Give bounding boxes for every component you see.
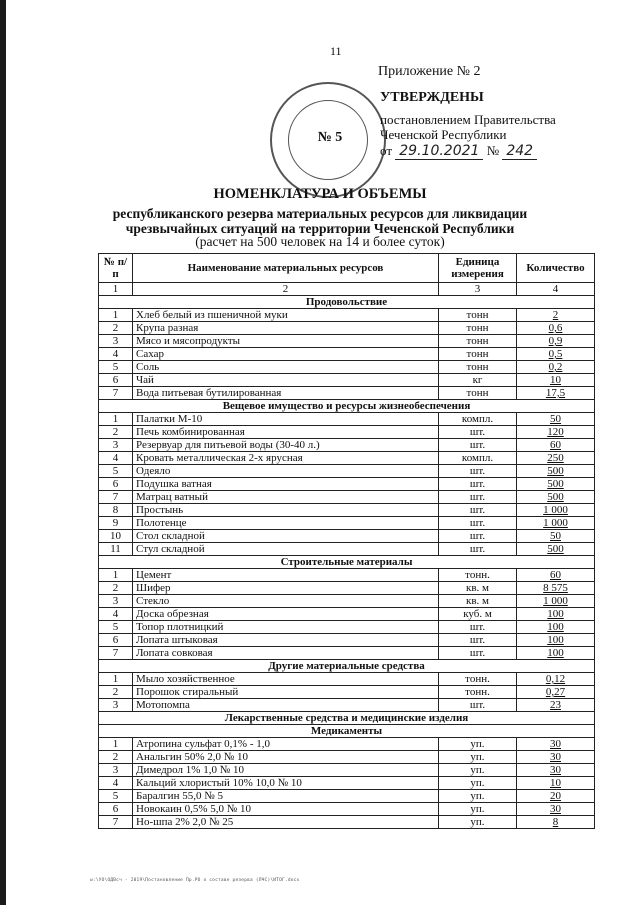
unit: шт.: [439, 491, 517, 504]
row-number: 6: [99, 803, 133, 816]
table-row: [99, 790, 595, 803]
table-row: [99, 543, 595, 556]
col-num-2: 2: [133, 283, 439, 296]
quantity: 250: [517, 452, 595, 465]
resource-name: Простынь: [133, 504, 439, 517]
unit: шт.: [439, 504, 517, 517]
row-number: 3: [99, 699, 133, 712]
quantity: 60: [517, 569, 595, 582]
section-title: Продовольствие: [99, 296, 595, 309]
resource-name: Кровать металлическая 2-х ярусная: [133, 452, 439, 465]
row-number: 2: [99, 582, 133, 595]
col-num-4: 4: [517, 283, 595, 296]
row-number: 7: [99, 816, 133, 829]
quantity: 0,2: [517, 361, 595, 374]
resource-name: Порошок стиральный: [133, 686, 439, 699]
quantity: 50: [517, 530, 595, 543]
quantity: 100: [517, 608, 595, 621]
resource-name: Кальций хлористый 10% 10,0 № 10: [133, 777, 439, 790]
header-name: Наименование материальных ресурсов: [133, 254, 439, 283]
quantity: 1 000: [517, 504, 595, 517]
resource-name: Матрац ватный: [133, 491, 439, 504]
resource-name: Одеяло: [133, 465, 439, 478]
table-body: [99, 296, 595, 829]
resource-name: Печь комбинированная: [133, 426, 439, 439]
unit: тонн: [439, 309, 517, 322]
quantity: 2: [517, 309, 595, 322]
table-row: [99, 413, 595, 426]
quantity: 30: [517, 803, 595, 816]
table-row: [99, 478, 595, 491]
section-title: Другие материальные средства: [99, 660, 595, 673]
row-number: 4: [99, 452, 133, 465]
resource-name: Хлеб белый из пшеничной муки: [133, 309, 439, 322]
quantity: 100: [517, 647, 595, 660]
decree-date: 29.10.2021: [395, 143, 483, 160]
table-row: [99, 634, 595, 647]
col-num-3: 3: [439, 283, 517, 296]
unit: тонн.: [439, 569, 517, 582]
resource-name: Подушка ватная: [133, 478, 439, 491]
resource-name: Атропина сульфат 0,1% - 1,0: [133, 738, 439, 751]
quantity: 30: [517, 738, 595, 751]
table-row: [99, 530, 595, 543]
table-row: [99, 803, 595, 816]
unit: кг: [439, 374, 517, 387]
resource-name: Соль: [133, 361, 439, 374]
table-row: [99, 621, 595, 634]
table-row: [99, 374, 595, 387]
table-row: [99, 738, 595, 751]
quantity: 50: [517, 413, 595, 426]
unit: кв. м: [439, 582, 517, 595]
quantity: 100: [517, 634, 595, 647]
unit: компл.: [439, 413, 517, 426]
unit: шт.: [439, 426, 517, 439]
unit: шт.: [439, 530, 517, 543]
row-number: 7: [99, 647, 133, 660]
seal-number: № 5: [317, 130, 343, 145]
table-row: [99, 699, 595, 712]
resource-name: Полотенце: [133, 517, 439, 530]
resource-name: Топор плотницкий: [133, 621, 439, 634]
page-number: 11: [330, 44, 342, 58]
table-row: [99, 322, 595, 335]
row-number: 5: [99, 621, 133, 634]
header-unit: Единица измерения: [439, 254, 517, 283]
decree-date-line: [380, 143, 537, 160]
resource-name: Лопата штыковая: [133, 634, 439, 647]
resource-name: Анальгин 50% 2,0 № 10: [133, 751, 439, 764]
table-row: [99, 465, 595, 478]
resource-name: Сахар: [133, 348, 439, 361]
table-row: [99, 439, 595, 452]
resource-name: Стул складной: [133, 543, 439, 556]
unit: уп.: [439, 803, 517, 816]
decree-number: 242: [502, 143, 537, 160]
subsection-title: Медикаменты: [99, 725, 595, 738]
table-row: [99, 751, 595, 764]
resource-name: Лопата совковая: [133, 647, 439, 660]
quantity: 0,12: [517, 673, 595, 686]
section-row: [99, 556, 595, 569]
file-path-footer: w:\УО\ОДВсч - 2019\Постановление Пр.РО о составе резерва (ЛЧС)\ИТОГ.docx: [90, 878, 300, 883]
unit: тонн.: [439, 686, 517, 699]
resource-name: Баралгин 55,0 № 5: [133, 790, 439, 803]
decree-text: [380, 112, 556, 142]
section-title: Строительные материалы: [99, 556, 595, 569]
row-number: 5: [99, 465, 133, 478]
row-number: 1: [99, 673, 133, 686]
official-seal: [270, 82, 386, 198]
resource-name: Чай: [133, 374, 439, 387]
table-row: [99, 335, 595, 348]
quantity: 20: [517, 790, 595, 803]
row-number: 4: [99, 608, 133, 621]
quantity: 8 575: [517, 582, 595, 595]
row-number: 2: [99, 322, 133, 335]
decree-line-1: постановлением Правительства: [380, 112, 556, 127]
row-number: 1: [99, 569, 133, 582]
resource-name: Доска обрезная: [133, 608, 439, 621]
quantity: 500: [517, 543, 595, 556]
quantity: 120: [517, 426, 595, 439]
unit: шт.: [439, 517, 517, 530]
unit: шт.: [439, 465, 517, 478]
unit: шт.: [439, 699, 517, 712]
document-subtitle: республиканского резерва материальных ресурсов для ликвидации чрезвычайных ситуаций на территории Чеченской Республики: [112, 206, 528, 236]
date-prefix: от: [380, 143, 393, 158]
table-row: [99, 387, 595, 400]
table-row: [99, 309, 595, 322]
table-row: [99, 686, 595, 699]
unit: шт.: [439, 634, 517, 647]
quantity: 23: [517, 699, 595, 712]
quantity: 100: [517, 621, 595, 634]
section-title: Лекарственные средства и медицинские изделия: [99, 712, 595, 725]
unit: кв. м: [439, 595, 517, 608]
row-number: 3: [99, 439, 133, 452]
table-row: [99, 764, 595, 777]
quantity: 8: [517, 816, 595, 829]
col-num-1: 1: [99, 283, 133, 296]
resource-name: Но-шпа 2% 2,0 № 25: [133, 816, 439, 829]
appendix-label: Приложение № 2: [378, 64, 481, 79]
unit: куб. м: [439, 608, 517, 621]
unit: тонн: [439, 322, 517, 335]
unit: тонн: [439, 348, 517, 361]
section-row: [99, 712, 595, 725]
quantity: 500: [517, 491, 595, 504]
quantity: 10: [517, 777, 595, 790]
table-row: [99, 517, 595, 530]
table-row: [99, 582, 595, 595]
quantity: 500: [517, 478, 595, 491]
number-prefix: №: [486, 143, 500, 158]
header-quantity: Количество: [517, 254, 595, 283]
table-row: [99, 452, 595, 465]
quantity: 500: [517, 465, 595, 478]
quantity: 30: [517, 764, 595, 777]
resources-table: [98, 253, 595, 829]
row-number: 5: [99, 361, 133, 374]
section-row: [99, 296, 595, 309]
quantity: 30: [517, 751, 595, 764]
section-row: [99, 400, 595, 413]
row-number: 2: [99, 751, 133, 764]
resource-name: Вода питьевая бутилированная: [133, 387, 439, 400]
unit: тонн: [439, 387, 517, 400]
header-number: № п/п: [99, 254, 133, 283]
quantity: 17,5: [517, 387, 595, 400]
row-number: 5: [99, 790, 133, 803]
resource-name: Новокаин 0,5% 5,0 № 10: [133, 803, 439, 816]
resource-name: Мотопомпа: [133, 699, 439, 712]
row-number: 4: [99, 348, 133, 361]
table-row: [99, 673, 595, 686]
resource-name: Крупа разная: [133, 322, 439, 335]
resource-name: Мыло хозяйственное: [133, 673, 439, 686]
resource-name: Шифер: [133, 582, 439, 595]
resource-name: Цемент: [133, 569, 439, 582]
approved-label: УТВЕРЖДЕНЫ: [380, 90, 484, 105]
row-number: 8: [99, 504, 133, 517]
quantity: 0,6: [517, 322, 595, 335]
table-row: [99, 595, 595, 608]
quantity: 0,9: [517, 335, 595, 348]
row-number: 6: [99, 374, 133, 387]
row-number: 1: [99, 413, 133, 426]
unit: уп.: [439, 777, 517, 790]
decree-line-2: Чеченской Республики: [380, 127, 507, 142]
resource-name: Димедрол 1% 1,0 № 10: [133, 764, 439, 777]
unit: тонн: [439, 335, 517, 348]
row-number: 6: [99, 478, 133, 491]
table-row: [99, 777, 595, 790]
section-title: Вещевое имущество и ресурсы жизнеобеспечения: [99, 400, 595, 413]
scan-edge: [0, 0, 6, 905]
row-number: 7: [99, 491, 133, 504]
resource-name: Мясо и мясопродукты: [133, 335, 439, 348]
quantity: 10: [517, 374, 595, 387]
unit: шт.: [439, 478, 517, 491]
table-row: [99, 504, 595, 517]
resource-name: Резервуар для питьевой воды (30-40 л.): [133, 439, 439, 452]
row-number: 3: [99, 595, 133, 608]
table-row: [99, 426, 595, 439]
unit: шт.: [439, 439, 517, 452]
table-header-row: [99, 254, 595, 283]
row-number: 1: [99, 738, 133, 751]
row-number: 4: [99, 777, 133, 790]
unit: компл.: [439, 452, 517, 465]
resource-name: Стол складной: [133, 530, 439, 543]
table-row: [99, 569, 595, 582]
resource-name: Палатки М-10: [133, 413, 439, 426]
row-number: 7: [99, 387, 133, 400]
row-number: 9: [99, 517, 133, 530]
row-number: 3: [99, 335, 133, 348]
quantity: 60: [517, 439, 595, 452]
table-row: [99, 647, 595, 660]
unit: шт.: [439, 543, 517, 556]
unit: уп.: [439, 790, 517, 803]
section-row: [99, 660, 595, 673]
table-row: [99, 608, 595, 621]
unit: уп.: [439, 738, 517, 751]
resource-name: Стекло: [133, 595, 439, 608]
column-number-row: [99, 283, 595, 296]
unit: уп.: [439, 816, 517, 829]
table-row: [99, 348, 595, 361]
row-number: 3: [99, 764, 133, 777]
unit: уп.: [439, 751, 517, 764]
row-number: 11: [99, 543, 133, 556]
table-row: [99, 491, 595, 504]
unit: тонн: [439, 361, 517, 374]
row-number: 2: [99, 686, 133, 699]
document-note: (расчет на 500 человек на 14 и более суток): [195, 234, 445, 249]
quantity: 0,27: [517, 686, 595, 699]
unit: шт.: [439, 647, 517, 660]
quantity: 1 000: [517, 517, 595, 530]
unit: шт.: [439, 621, 517, 634]
document-title: НОМЕНКЛАТУРА И ОБЪЕМЫ: [213, 186, 427, 202]
unit: тонн.: [439, 673, 517, 686]
unit: уп.: [439, 764, 517, 777]
row-number: 1: [99, 309, 133, 322]
subsection-row: [99, 725, 595, 738]
row-number: 6: [99, 634, 133, 647]
row-number: 2: [99, 426, 133, 439]
quantity: 0,5: [517, 348, 595, 361]
quantity: 1 000: [517, 595, 595, 608]
table-row: [99, 816, 595, 829]
row-number: 10: [99, 530, 133, 543]
table-row: [99, 361, 595, 374]
